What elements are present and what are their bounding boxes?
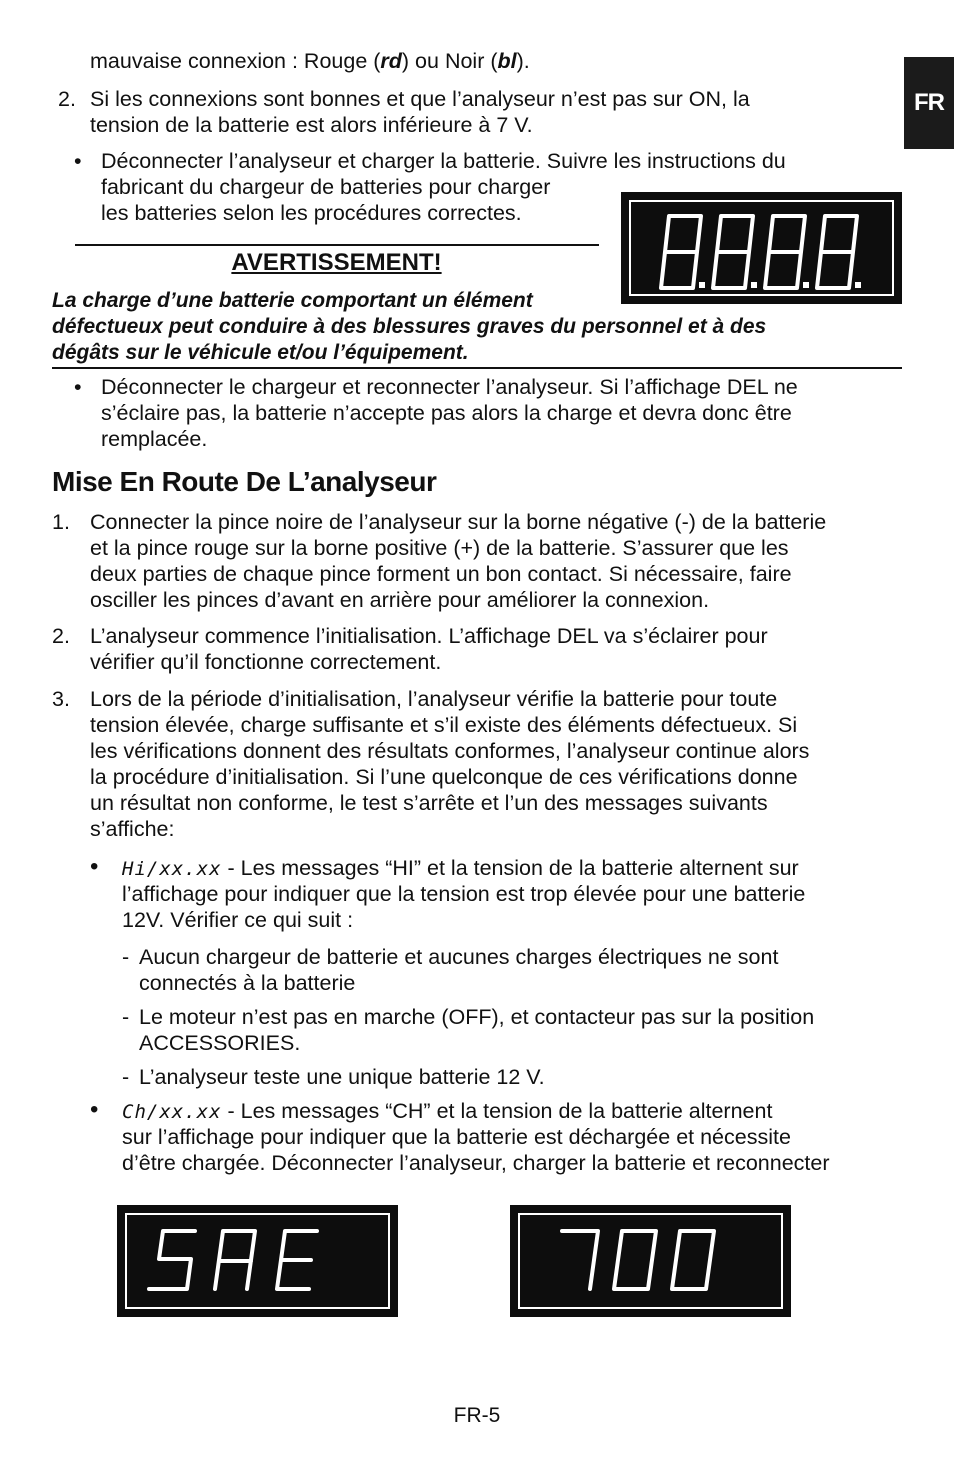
warning-line2: défectueux peut conduire à des blessures graves du personnel et à des [52,315,767,338]
ch-line3: d’être chargée. Déconnecter l’analyseur, charger la batterie et reconnecter [122,1151,830,1175]
dash1-line1: Aucun chargeur de batterie et aucunes charges électriques ne sont [139,945,779,969]
step1-line3: deux parties de chaque pince forment un bon contact. Si nécessaire, faire [90,562,792,586]
segment-display-700 [510,1205,791,1317]
led-display-sae [117,1205,398,1317]
section-heading: Mise En Route De L’analyseur [52,466,437,497]
step2-line2: vérifier qu’il fonctionne correctement. [90,650,442,674]
intro-mid: ) ou Noir ( [401,49,498,73]
bullet1-line1: Déconnecter l’analyseur et charger la batterie. Suivre les instructions du [101,149,786,173]
bullet-dot: • [90,1096,99,1123]
intro-line [90,48,530,74]
step3-line5: un résultat non conforme, le test s’arrête et l’un des messages suivants [90,791,768,815]
step1-line1: Connecter la pince noire de l’analyseur sur la borne négative (-) de la batterie [90,510,827,534]
step1-line2: et la pince rouge sur la borne positive (+) de la batterie. S’assurer que les [90,536,789,560]
step2-top-number: 2. [58,87,76,111]
bullet2-line1: Déconnecter le chargeur et reconnecter l’analyseur. Si l’affichage DEL ne [101,375,798,399]
bullet-dot: • [74,149,82,173]
hi-code: Hi/xx.xx [122,858,222,880]
led-display-700 [510,1205,791,1317]
step1-number: 1. [52,510,70,534]
ch-code: Ch/xx.xx [122,1101,222,1123]
step3-line6: s’affiche: [90,817,175,841]
ch-line2: sur l’affichage pour indiquer que la batterie est déchargée et nécessite [122,1125,791,1149]
hi-line3: 12V. Vérifier ce qui suit : [122,908,354,932]
ch-text: - Les messages “CH” et la tension de la batterie alternent [221,1099,773,1123]
dash1-line2: connectés à la batterie [139,971,356,995]
hi-line1 [122,855,799,882]
bullet-dot: • [74,375,82,399]
ch-line1 [122,1098,772,1125]
step3-line4: la procédure d’initialisation. Si l’une quelconque de ces vérifications donne [90,765,798,789]
dash-mark: - [122,945,130,969]
step2-top-line1: Si les connexions sont bonnes et que l’analyseur n’est pas sur ON, la [90,87,750,111]
dash2-line2: ACCESSORIES. [139,1031,301,1055]
step3-line1: Lors de la période d’initialisation, l’analyseur vérifie la batterie pour toute [90,687,778,711]
warning-bottom-rule [52,367,902,369]
dash-mark: - [122,1005,130,1029]
bullet2-line3: remplacée. [101,427,208,451]
warning-top-rule [75,244,599,246]
page-number: FR-5 [453,1404,501,1427]
step3-line2: tension élevée, charge suffisante et s’il existe des éléments défectueux. Si [90,713,798,737]
dash3-line1: L’analyseur teste une unique batterie 12 V. [139,1065,545,1089]
hi-line2: l’affichage pour indiquer que la tension est trop élevée pour une batterie [122,882,806,906]
step2-number: 2. [52,624,70,648]
bullet2-line2: s’éclaire pas, la batterie n’accepte pas alors la charge et devra donc être [101,401,792,425]
intro-rd: rd [380,49,402,73]
intro-bl: bl [497,49,517,73]
bullet1-line3: les batteries selon les procédures correctes. [101,201,522,225]
step3-number: 3. [52,687,70,711]
dash2-line1: Le moteur n’est pas en marche (OFF), et contacteur pas sur la position [139,1005,815,1029]
dash-mark: - [122,1065,130,1089]
intro-pre: mauvaise connexion : Rouge ( [90,49,381,73]
warning-text [52,288,902,366]
step2-top-line2: tension de la batterie est alors inférieure à 7 V. [90,113,533,137]
segment-display-sae [117,1205,398,1317]
hi-text: - Les messages “HI” et la tension de la batterie alternent sur [221,856,799,880]
step1-line4: osciller les pinces d’avant en arrière pour améliorer la connexion. [90,588,710,612]
warning-line3: dégâts sur le véhicule et/ou l’équipement. [52,341,469,364]
warning-line1: La charge d’une batterie comportant un élément [52,289,533,312]
warning-title: AVERTISSEMENT! [231,249,442,276]
bullet-dot: • [90,853,99,880]
step3-line3: les vérifications donnent des résultats conformes, l’analyseur continue alors [90,739,810,763]
language-tab: FR [904,57,954,149]
bullet1-line2: fabricant du chargeur de batteries pour charger [101,175,551,199]
intro-post: ). [516,49,530,73]
step2-line1: L’analyseur commence l’initialisation. L’affichage DEL va s’éclairer pour [90,624,768,648]
